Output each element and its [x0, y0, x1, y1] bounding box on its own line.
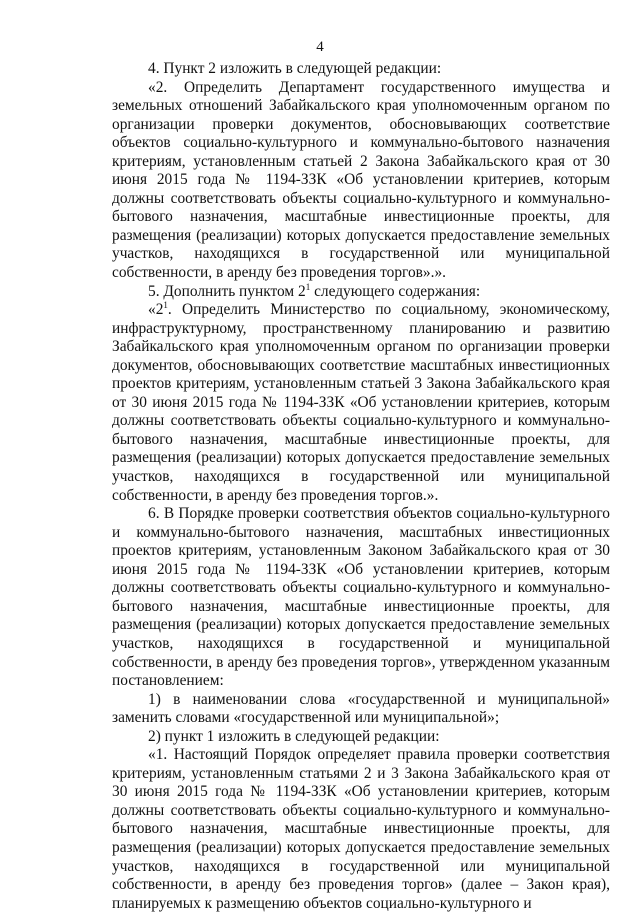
superscript-1: 1 — [163, 299, 168, 310]
paragraph-point-2-1-before: «2 — [148, 301, 164, 319]
paragraph-point-1-text: «1. Настоящий Порядок определяет правила проверки соответствия критериям, установленным статьями 2 и 3 Закона Забайкальского края от 30 июня 2015 года № 1194-ЗЗК «Об установлении критериев, которым должны соответствовать объекты социально-культурного и коммунально-бытового назначения, масштабные инвестиционные проекты, для размещения (реализации) которых допускается предоставление земельных участков, находящихся в государственной или муниципальной собственности, в аренду без проведения торгов» (далее – Закон края), планируемых к размещению объектов социально-культурного и — [112, 746, 610, 912]
paragraph-item-5-before: 5. Дополнить пунктом 2 — [148, 282, 306, 300]
paragraph-subitem-2: 2) пункт 1 изложить в следующей редакции: — [148, 727, 440, 745]
paragraph-point-2-1-text — [112, 301, 610, 505]
paragraph-point-2-text: «2. Определить Департамент государственного имущества и земельных отношений Забайкальского края уполномоченным органом по организации проверки документов, обосновывающих соответствие объектов социально-культурного и коммунально-бытового назначения критериям, установленным статьей 2 Закона Забайкальского края от 30 июня 2015 года № 1194-ЗЗК «Об установлении критериев, которым должны соответствовать объекты социально-культурного и коммунально-бытового назначения, масштабные инвестиционные проекты, для размещения (реализации) которых допускается предоставление земельных участков, находящихся в государственной или муниципальной собственности, в аренду без проведения торгов».». — [112, 78, 610, 282]
paragraph-item-5 — [112, 283, 610, 302]
paragraph-point-2-1-after: . Определить Министерство по социальному, экономическому, инфраструктурному, пространственному планированию и развитию Забайкальского края уполномоченным органом по организации проверки документов, обосновывающих соответствие масштабных инвестиционных проектов критериям, установленным статьей 3 Закона Забайкальского края от 30 июня 2015 года № 1194-ЗЗК «Об установлении критериев, которым должны соответствовать объекты социально-культурного и коммунально-бытового назначения, масштабные инвестиционные проекты, для размещения (реализации) которых допускается предоставление земельных участков, находящихся в государственной или муниципальной собственности, в аренду без проведения торгов.». — [112, 301, 610, 504]
page-number: 4 — [316, 39, 324, 55]
paragraph-item-6: 6. В Порядке проверки соответствия объектов социально-культурного и коммунально-бытового назначения, масштабных инвестиционных проектов критериям, установленным Законом Забайкальского края от 30 июня 2015 года № 1194-ЗЗК «Об установлении критериев, которым должны соответствовать объекты социально-культурного и коммунально-бытового назначения, масштабные инвестиционные проекты, для размещения (реализации) которых допускается предоставление земельных участков, находящихся в государственной и муниципальной собственности, в аренду без проведения торгов», утвержденном указанным постановлением: — [112, 505, 610, 690]
paragraph-item-5-after: следующего содержания: — [310, 282, 481, 300]
paragraph-subitem-1: 1) в наименовании слова «государственной и муниципальной» заменить словами «государственной или муниципальной»; — [112, 690, 610, 727]
document-body — [112, 60, 610, 913]
superscript-1: 1 — [305, 281, 311, 292]
paragraph-item-4: 4. Пункт 2 изложить в следующей редакции: — [148, 60, 442, 77]
